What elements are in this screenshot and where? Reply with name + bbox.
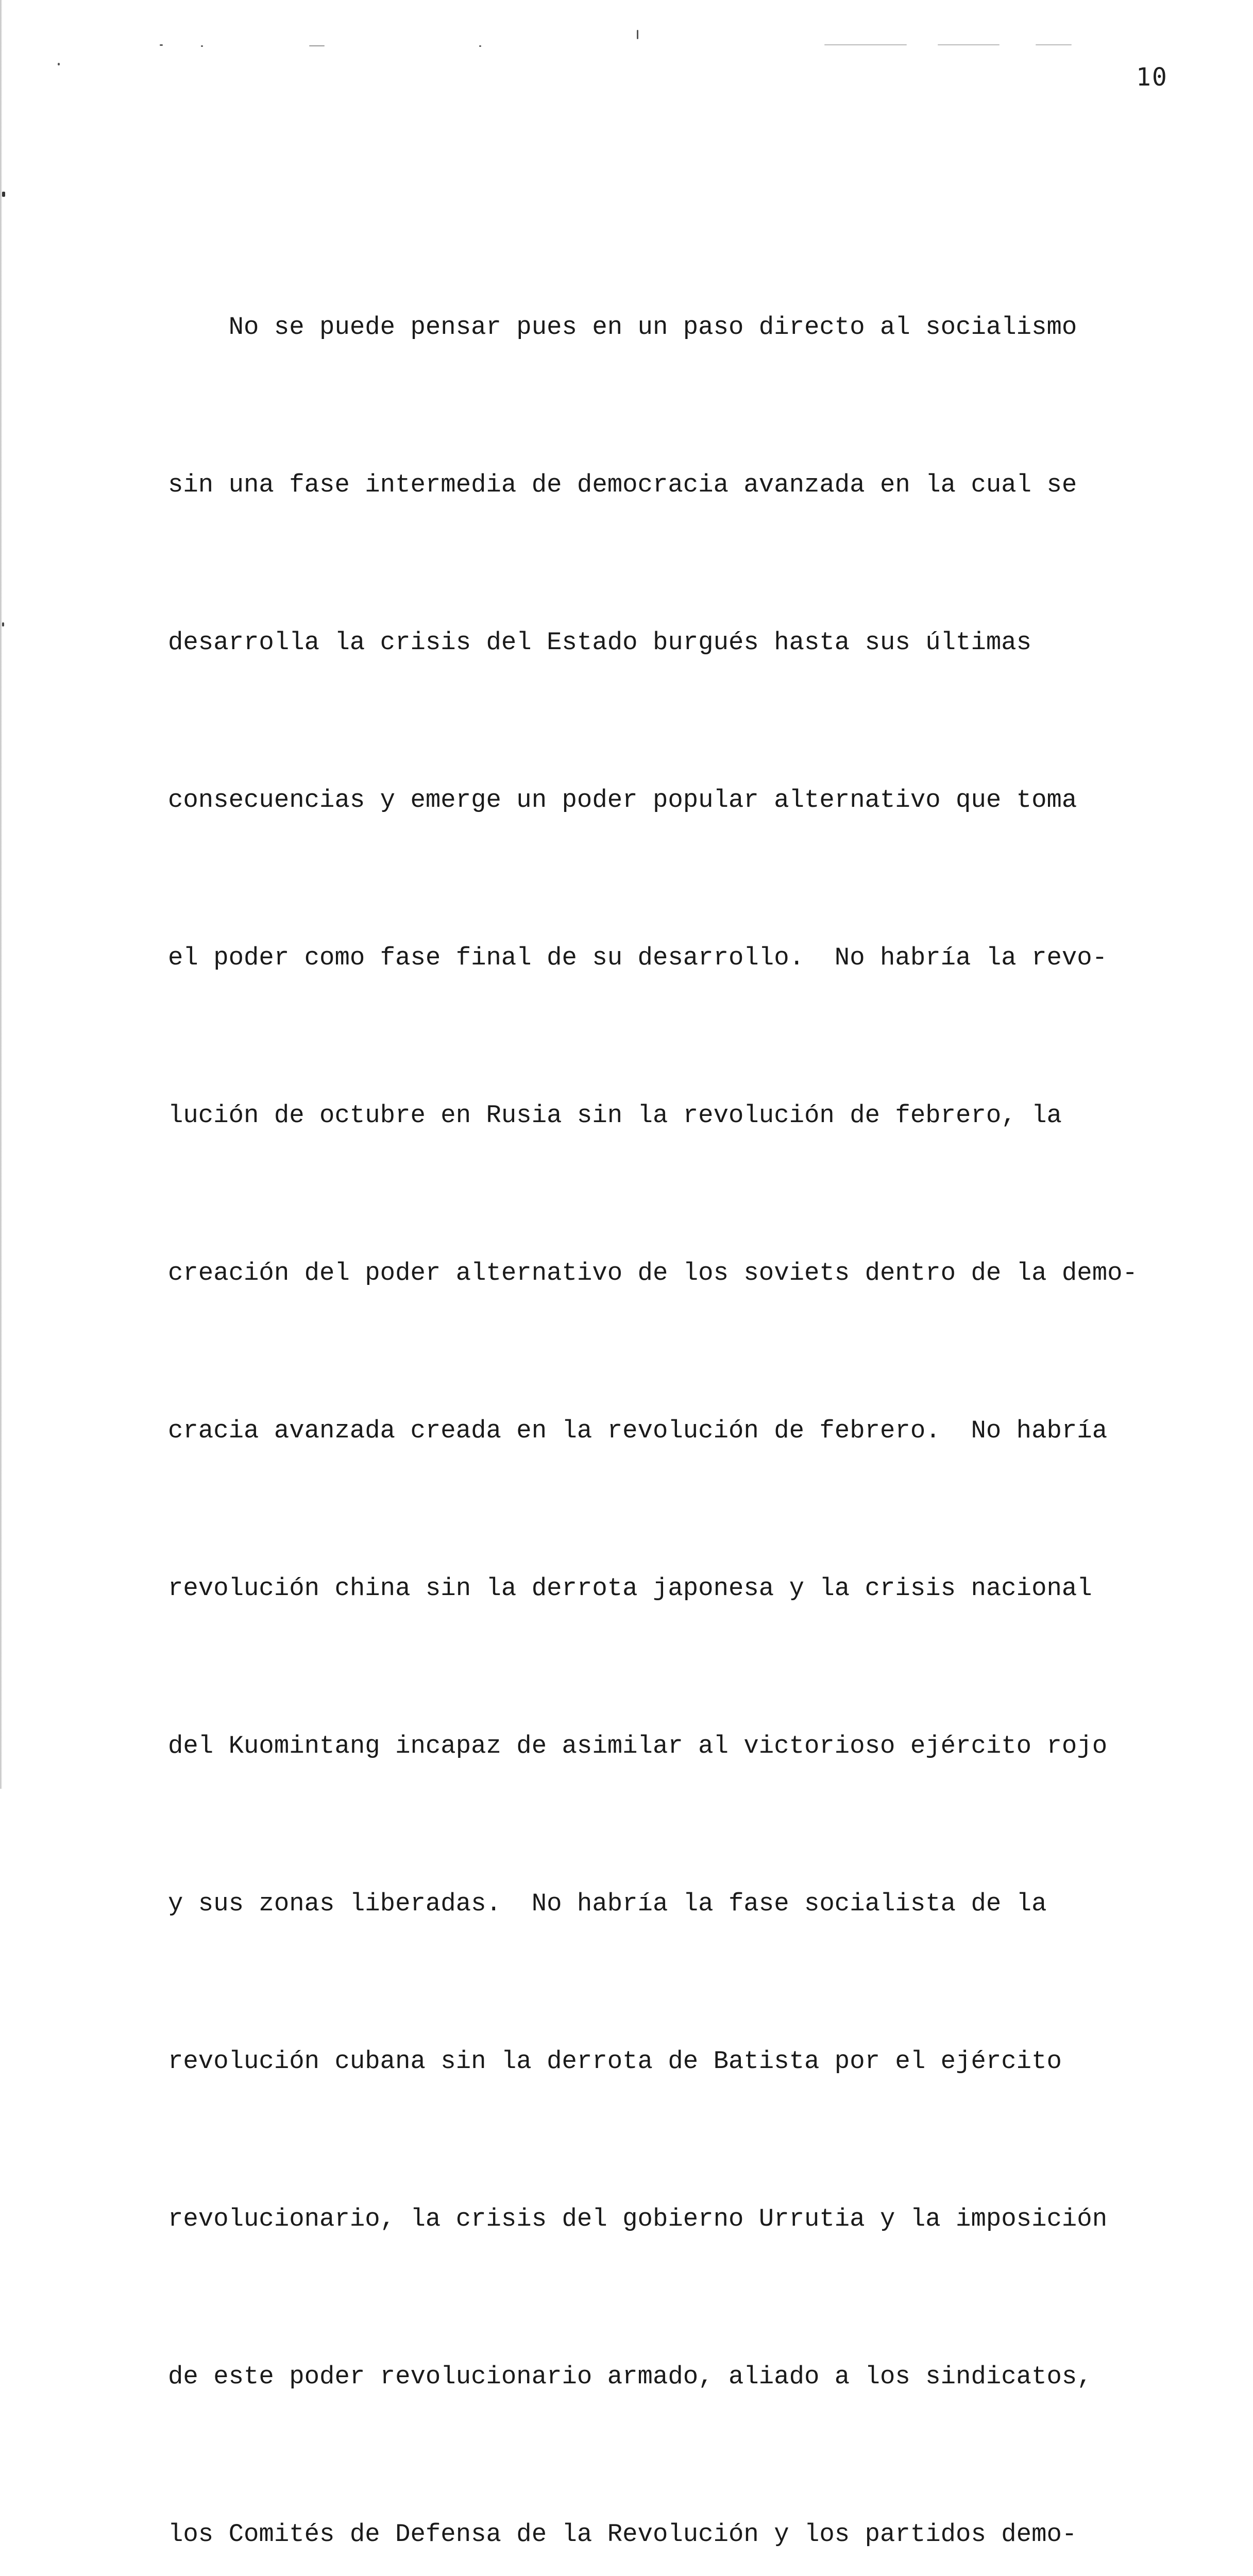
text-line: y sus zonas liberadas. No habría la fase socialista de la xyxy=(168,1889,1047,1918)
text-line: los Comités de Defensa de la Revolución y los partidos demo- xyxy=(168,2520,1077,2549)
text-line: sin una fase intermedia de democracia avanzada en la cual se xyxy=(168,470,1077,499)
text-line: del Kuomintang incapaz de asimilar al victorioso ejército rojo xyxy=(168,1732,1108,1760)
scan-speck xyxy=(479,45,481,47)
scan-speck xyxy=(2,622,4,626)
text-line: consecuencias y emerge un poder popular alternativo que toma xyxy=(168,786,1077,815)
text-line: de este poder revolucionario armado, aliado a los sindicatos, xyxy=(168,2362,1092,2391)
text-line: cracia avanzada creada en la revolución de febrero. No habría xyxy=(168,1416,1108,1445)
text-line: desarrolla la crisis del Estado burgués hasta sus últimas xyxy=(168,628,1032,657)
scan-speck xyxy=(824,44,907,45)
scan-speck xyxy=(160,44,163,46)
scan-speck xyxy=(309,45,325,46)
scan-speck xyxy=(2,192,5,197)
scan-speck xyxy=(201,45,203,47)
text-line: creación del poder alternativo de los soviets dentro de la demo- xyxy=(168,1259,1138,1287)
body-text xyxy=(168,196,1240,2576)
scan-speck xyxy=(637,30,638,39)
scan-speck xyxy=(1036,44,1072,45)
text-line: revolución china sin la derrota japonesa y la crisis nacional xyxy=(168,1574,1092,1603)
text-line: lución de octubre en Rusia sin la revolución de febrero, la xyxy=(168,1101,1062,1130)
scan-speck xyxy=(58,63,60,65)
scan-speck xyxy=(938,44,1000,45)
text-line: revolucionario, la crisis del gobierno Urrutia y la imposición xyxy=(168,2205,1108,2233)
text-line: el poder como fase final de su desarrollo. No habría la revo- xyxy=(168,943,1108,972)
text-line: revolución cubana sin la derrota de Batista por el ejército xyxy=(168,2047,1062,2076)
text-line: No se puede pensar pues en un paso directo al socialismo xyxy=(168,313,1077,342)
page-number: 10 xyxy=(1136,63,1168,92)
scan-edge xyxy=(0,0,2,1789)
